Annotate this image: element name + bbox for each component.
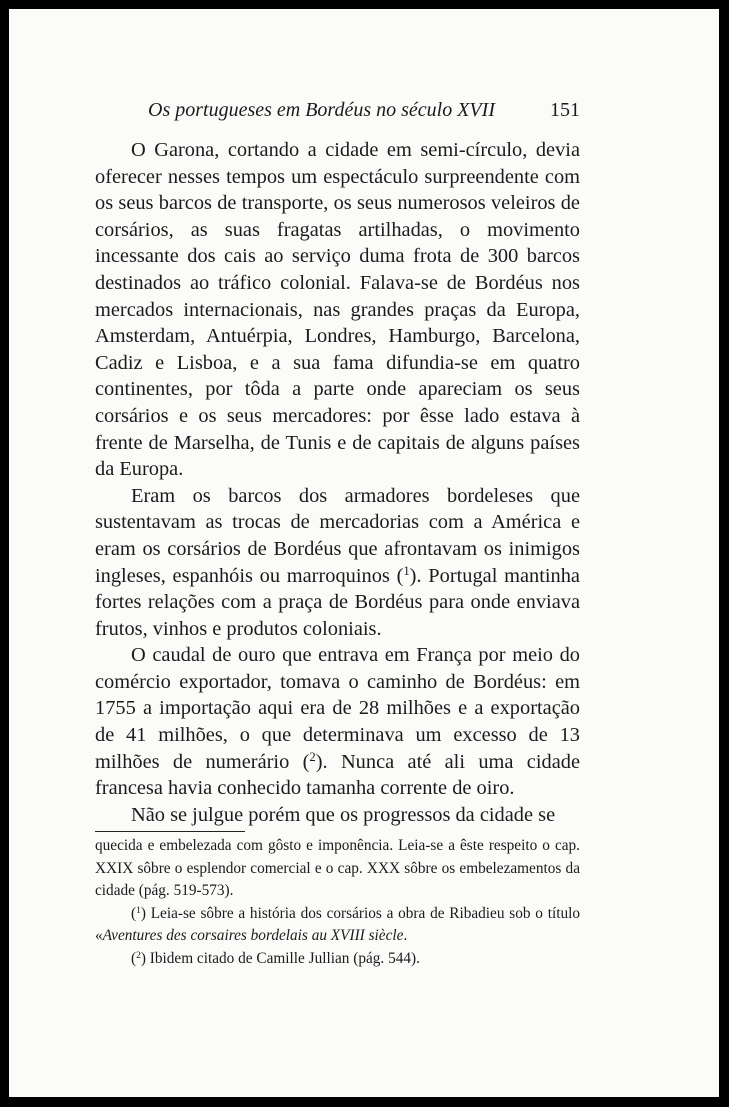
footnote-1-marker: 1 xyxy=(136,905,141,916)
footnote-2-marker: 2 xyxy=(136,950,141,961)
footnote-1-book-title: Aventures des corsaires bordelais au XVIII siècle xyxy=(102,927,404,945)
paragraph-2 xyxy=(95,483,580,643)
footnote-ref-2: 2 xyxy=(309,749,316,764)
footnote-2: ($^2$) Ibidem citado de Camille Jullian (pág. 544). xyxy=(131,949,420,967)
body-text xyxy=(95,137,580,828)
paragraph-2-text-b: ). Portugal mantinha fortes relações com a praça de Bordéus para onde enviava frutos, vinhos e produtos coloniais. xyxy=(95,564,580,640)
footnote-1-end: . xyxy=(403,927,408,945)
footnote-1-text: Leia-se sôbre a história dos corsários a obra de Ribadieu sob o título « xyxy=(95,904,580,945)
footnotes xyxy=(95,835,580,971)
paragraph-3 xyxy=(95,642,580,802)
paragraph-1: O Garona, cortando a cidade em semi-círculo, devia oferecer nesses tempos um espectáculo surpreendente com os seus barcos de transporte, os seus numerosos veleiros de corsários, as suas fragatas artilhadas, o movimento incessante dos cais ao serviço duma frota de 300 barcos destinados ao tráfico colonial. Falava-se de Bordéus nos mercados internacionais, nas grandes praças da Europa, Amsterdam, Antuérpia, Londres, Hamburgo, Barcelona, Cadiz e Lisboa, e a sua fama difundia-se em quatro continentes, por tôda a parte onde apareciam os seus corsários e os seus mercadores: por êsse lado estava à frente de Marselha, de Tunis e de capitais de alguns países da Europa. xyxy=(95,139,580,481)
paragraph-3-text-b: ). Nunca até ali uma cidade francesa havia conhecido tamanha corrente de oiro. xyxy=(95,750,580,800)
footnote-2-text: Ibidem citado de Camille Jullian (pág. 544). xyxy=(149,949,420,967)
footnote-1: ($^1$) Leia-se sôbre a história dos corsários a obra de Ribadieu sob o título «Aventures des corsaires bordelais au XVIII siècle. xyxy=(95,904,580,945)
footnote-continued: quecida e embelezada com gôsto e imponência. Leia-se a êste respeito o cap. XXIX sôbre o esplendor comercial e o cap. XXX sôbre os embelezamentos da cidade (pág. 519-573). xyxy=(95,837,580,900)
running-head xyxy=(148,99,580,129)
paragraph-4: Não se julgue porém que os progressos da cidade se xyxy=(131,803,556,826)
footnote-ref-1: 1 xyxy=(403,563,410,578)
running-head-title: Os portugueses em Bordéus no século XVII xyxy=(148,99,495,121)
book-page xyxy=(9,9,719,1097)
paragraph-3-text-a: O caudal de ouro que entrava em França por meio do comércio exportador, tomava o caminho de Bordéus: em 1755 a importação aqui era de 28 milhões e a exportação de 41 milhões, o que determinava um excesso de 13 milhões de numerário ( xyxy=(95,644,580,773)
paragraph-2-text-a: Eram os barcos dos armadores bordeleses que sustentavam as trocas de mercadorias com a América e eram os corsários de Bordéus que afrontavam os inimigos ingleses, espanhóis ou marroquinos ( xyxy=(95,484,580,587)
page-number: 151 xyxy=(550,99,580,121)
footnote-rule xyxy=(95,831,245,832)
